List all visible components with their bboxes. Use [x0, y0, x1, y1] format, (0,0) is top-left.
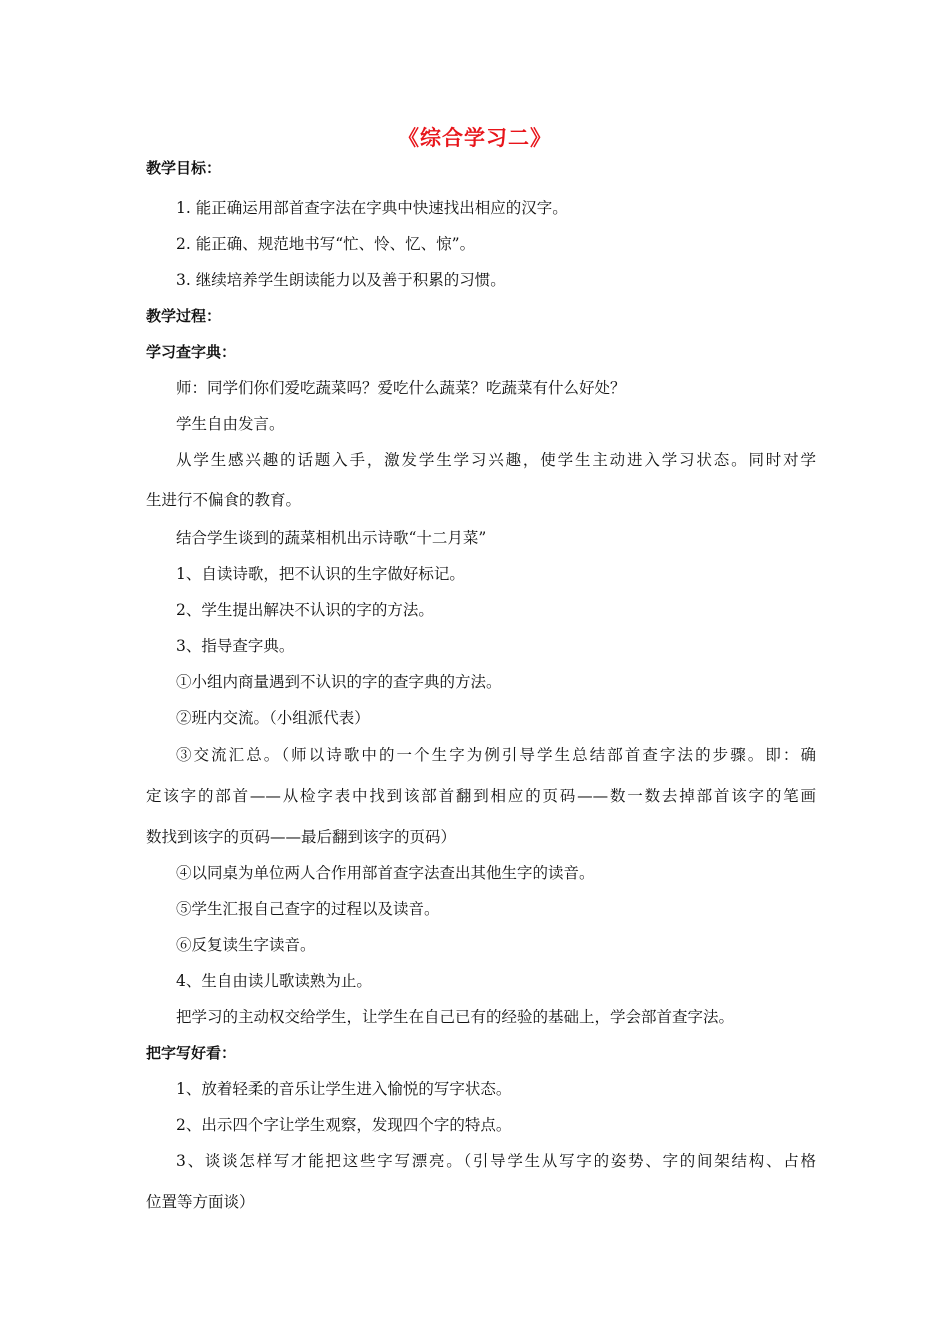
paragraph-line: 2. 能正确、规范地书写“忙、怜、忆、惊”。 [176, 235, 476, 253]
paragraph-line: 位置等方面谈） [146, 1193, 255, 1211]
paragraph-line: 1、自读诗歌，把不认识的生字做好标记。 [176, 565, 465, 583]
paragraph-line: 生进行不偏食的教育。 [146, 491, 302, 509]
paragraph-line: 学生自由发言。 [176, 415, 285, 433]
paragraph-line: 2、出示四个字让学生观察，发现四个字的特点。 [176, 1116, 512, 1134]
paragraph-line: ③交流汇总。（师以诗歌中的一个生字为例引导学生总结部首查字法的步骤。即：确 [176, 746, 816, 764]
paragraph-line: ④以同桌为单位两人合作用部首查字法查出其他生字的读音。 [176, 864, 595, 882]
paragraph-line: 1、放着轻柔的音乐让学生进入愉悦的写字状态。 [176, 1080, 512, 1098]
paragraph-line: 师：同学们你们爱吃蔬菜吗？爱吃什么蔬菜？吃蔬菜有什么好处？ [176, 379, 626, 397]
paragraph-line: 定该字的部首——从检字表中找到该部首翻到相应的页码——数一数去掉部首该字的笔画 [146, 787, 816, 805]
paragraph-line: 1. 能正确运用部首查字法在字典中快速找出相应的汉字。 [176, 199, 568, 217]
section-heading: 教学目标： [146, 159, 222, 177]
paragraph-line: 3、指导查字典。 [176, 637, 295, 655]
paragraph-line: ②班内交流。（小组派代表） [176, 709, 370, 727]
paragraph-line: 4、生自由读儿歌读熟为止。 [176, 972, 372, 990]
paragraph-line: ⑤学生汇报自己查字的过程以及读音。 [176, 900, 440, 918]
paragraph-line: 把学习的主动权交给学生，让学生在自己已有的经验的基础上，学会部首查字法。 [176, 1008, 735, 1026]
paragraph-line: 结合学生谈到的蔬菜相机出示诗歌“十二月菜” [176, 529, 487, 547]
section-heading: 学习查字典： [146, 343, 237, 361]
paragraph-line: ⑥反复读生字读音。 [176, 936, 316, 954]
paragraph-line: 3. 继续培养学生朗读能力以及善于积累的习惯。 [176, 271, 506, 289]
section-heading: 把字写好看： [146, 1044, 237, 1062]
paragraph-line: ①小组内商量遇到不认识的字的查字典的方法。 [176, 673, 502, 691]
paragraph-line: 从学生感兴趣的话题入手，激发学生学习兴趣，使学生主动进入学习状态。同时对学 [176, 451, 816, 469]
paragraph-line: 2、学生提出解决不认识的字的方法。 [176, 601, 434, 619]
paragraph-line: 数找到该字的页码——最后翻到该字的页码） [146, 828, 457, 846]
paragraph-line: 3、谈谈怎样写才能把这些字写漂亮。（引导学生从写字的姿势、字的间架结构、占格 [176, 1152, 816, 1170]
section-heading: 教学过程： [146, 307, 222, 325]
document-title: 《综合学习二》 [398, 126, 552, 150]
